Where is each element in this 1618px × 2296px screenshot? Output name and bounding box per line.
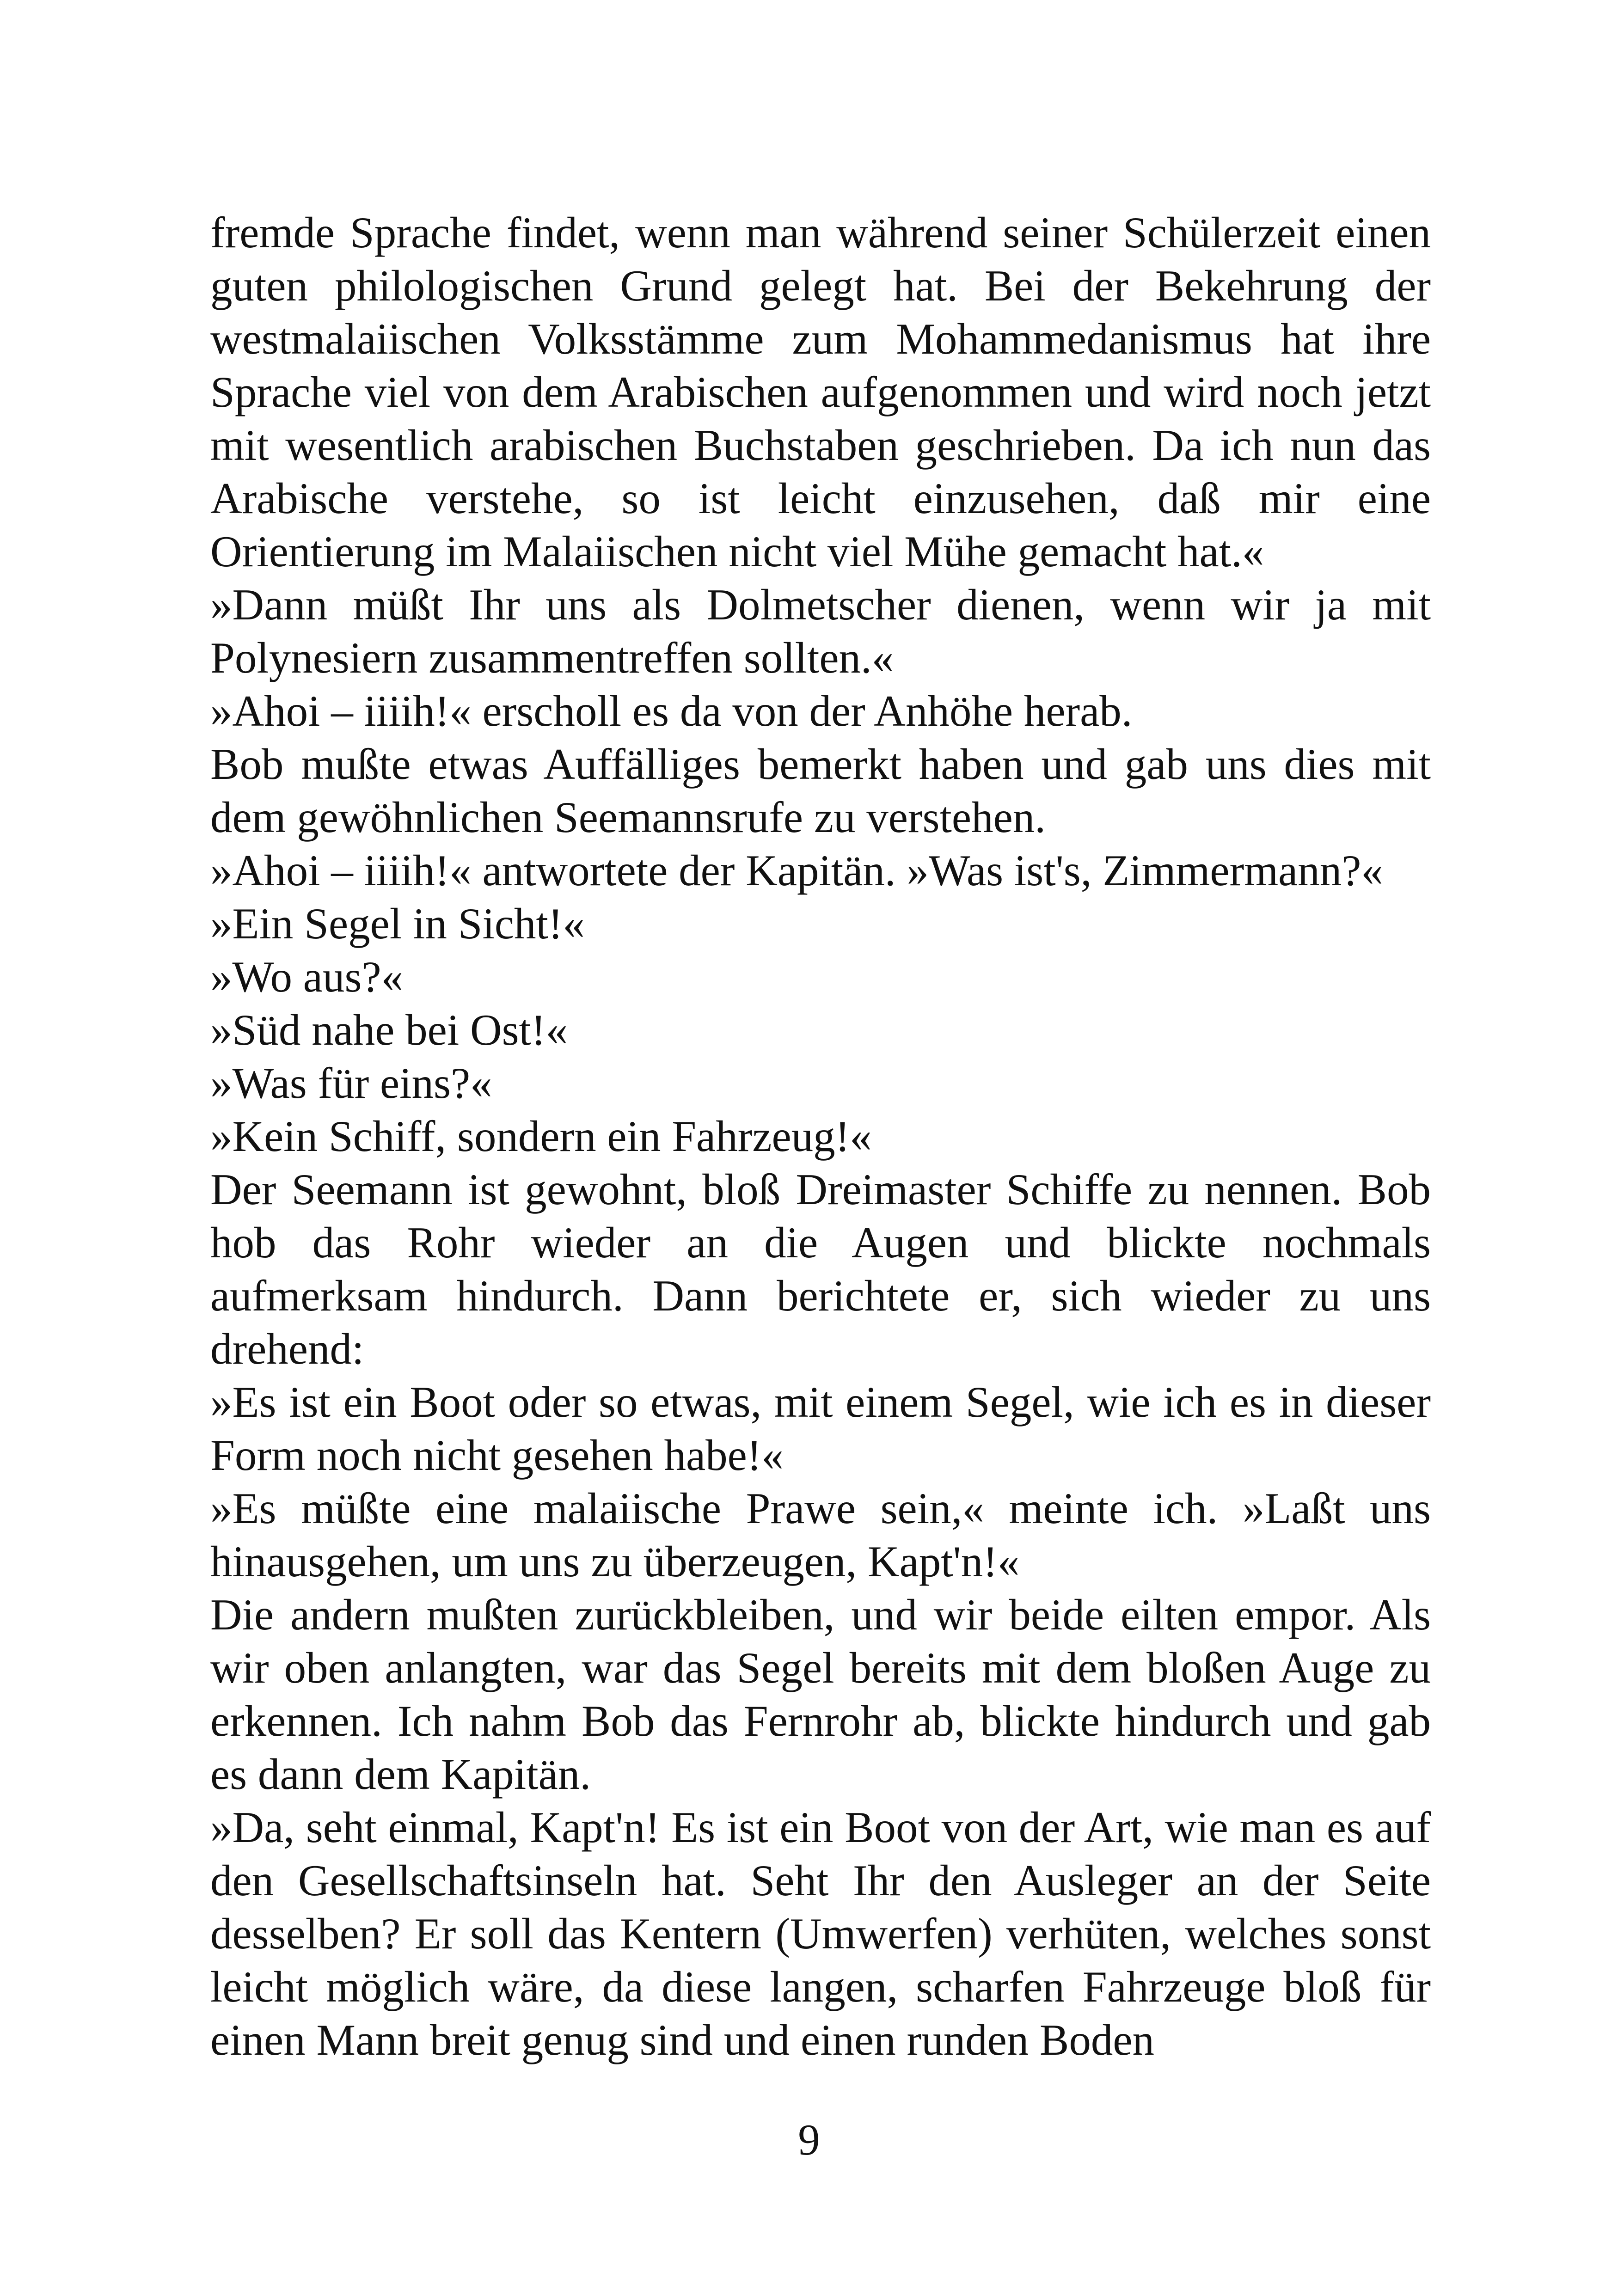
paragraph: »Wo aus?« [210,952,404,1001]
paragraph: »Kein Schiff, sondern ein Fahrzeug!« [210,1112,872,1161]
paragraph: »Ahoi – iiiih!« antwortete der Kapitän. »Was ist's, Zimmermann?« [210,846,1383,895]
paragraph: Die andern mußten zurückbleiben, und wir beide eilten empor. Als wir oben anlangten, war das Segel bereits mit dem bloßen Auge zu erkennen. Ich nahm Bob das Fernrohr ab, blickte hindurch und gab es dann dem Kapitän. [210,1590,1431,1799]
paragraph: fremde Sprache findet, wenn man während seiner Schülerzeit einen guten philologischen Grund gelegt hat. Bei der Bekehrung der westmalaiischen Volksstämme zum Mohammedanismus hat ihre Sprache viel von dem Arabischen aufgenommen und wird noch jetzt mit wesentlich arabischen Buchstaben geschrieben. Da ich nun das Arabische verstehe, so ist leicht einzusehen, daß mir eine Orientierung im Malaiischen nicht viel Mühe gemacht hat.« [210,208,1431,576]
paragraph: »Was für eins?« [210,1059,492,1108]
paragraph: Bob mußte etwas Auffälliges bemerkt haben und gab uns dies mit dem gewöhnlichen Seemannsrufe zu verstehen. [210,740,1431,842]
paragraph: »Süd nahe bei Ost!« [210,1005,568,1054]
paragraph: »Es müßte eine malaiische Prawe sein,« meinte ich. »Laßt uns hinausgehen, um uns zu überzeugen, Kapt'n!« [210,1484,1431,1586]
paragraph: »Dann müßt Ihr uns als Dolmetscher dienen, wenn wir ja mit Polynesiern zusammentreffen sollten.« [210,580,1431,682]
page-body [210,206,1431,2067]
paragraph: »Da, seht einmal, Kapt'n! Es ist ein Boot von der Art, wie man es auf den Gesellschaftsinseln hat. Seht Ihr den Ausleger an der Seite desselben? Er soll das Kentern (Umwerfen) verhüten, welches sonst leicht möglich wäre, da diese langen, scharfen Fahrzeuge bloß für einen Mann breit genug sind und einen runden Boden [210,1803,1431,2064]
paragraph: Der Seemann ist gewohnt, bloß Dreimaster Schiffe zu nennen. Bob hob das Rohr wieder an die Augen und blickte nochmals aufmerksam hindurch. Dann berichtete er, sich wieder zu uns drehend: [210,1165,1431,1373]
paragraph: »Ein Segel in Sicht!« [210,899,585,948]
paragraph: »Es ist ein Boot oder so etwas, mit einem Segel, wie ich es in dieser Form noch nicht gesehen habe!« [210,1378,1431,1480]
page-number: 9 [798,2115,820,2164]
paragraph: »Ahoi – iiiih!« erscholl es da von der Anhöhe herab. [210,686,1133,735]
